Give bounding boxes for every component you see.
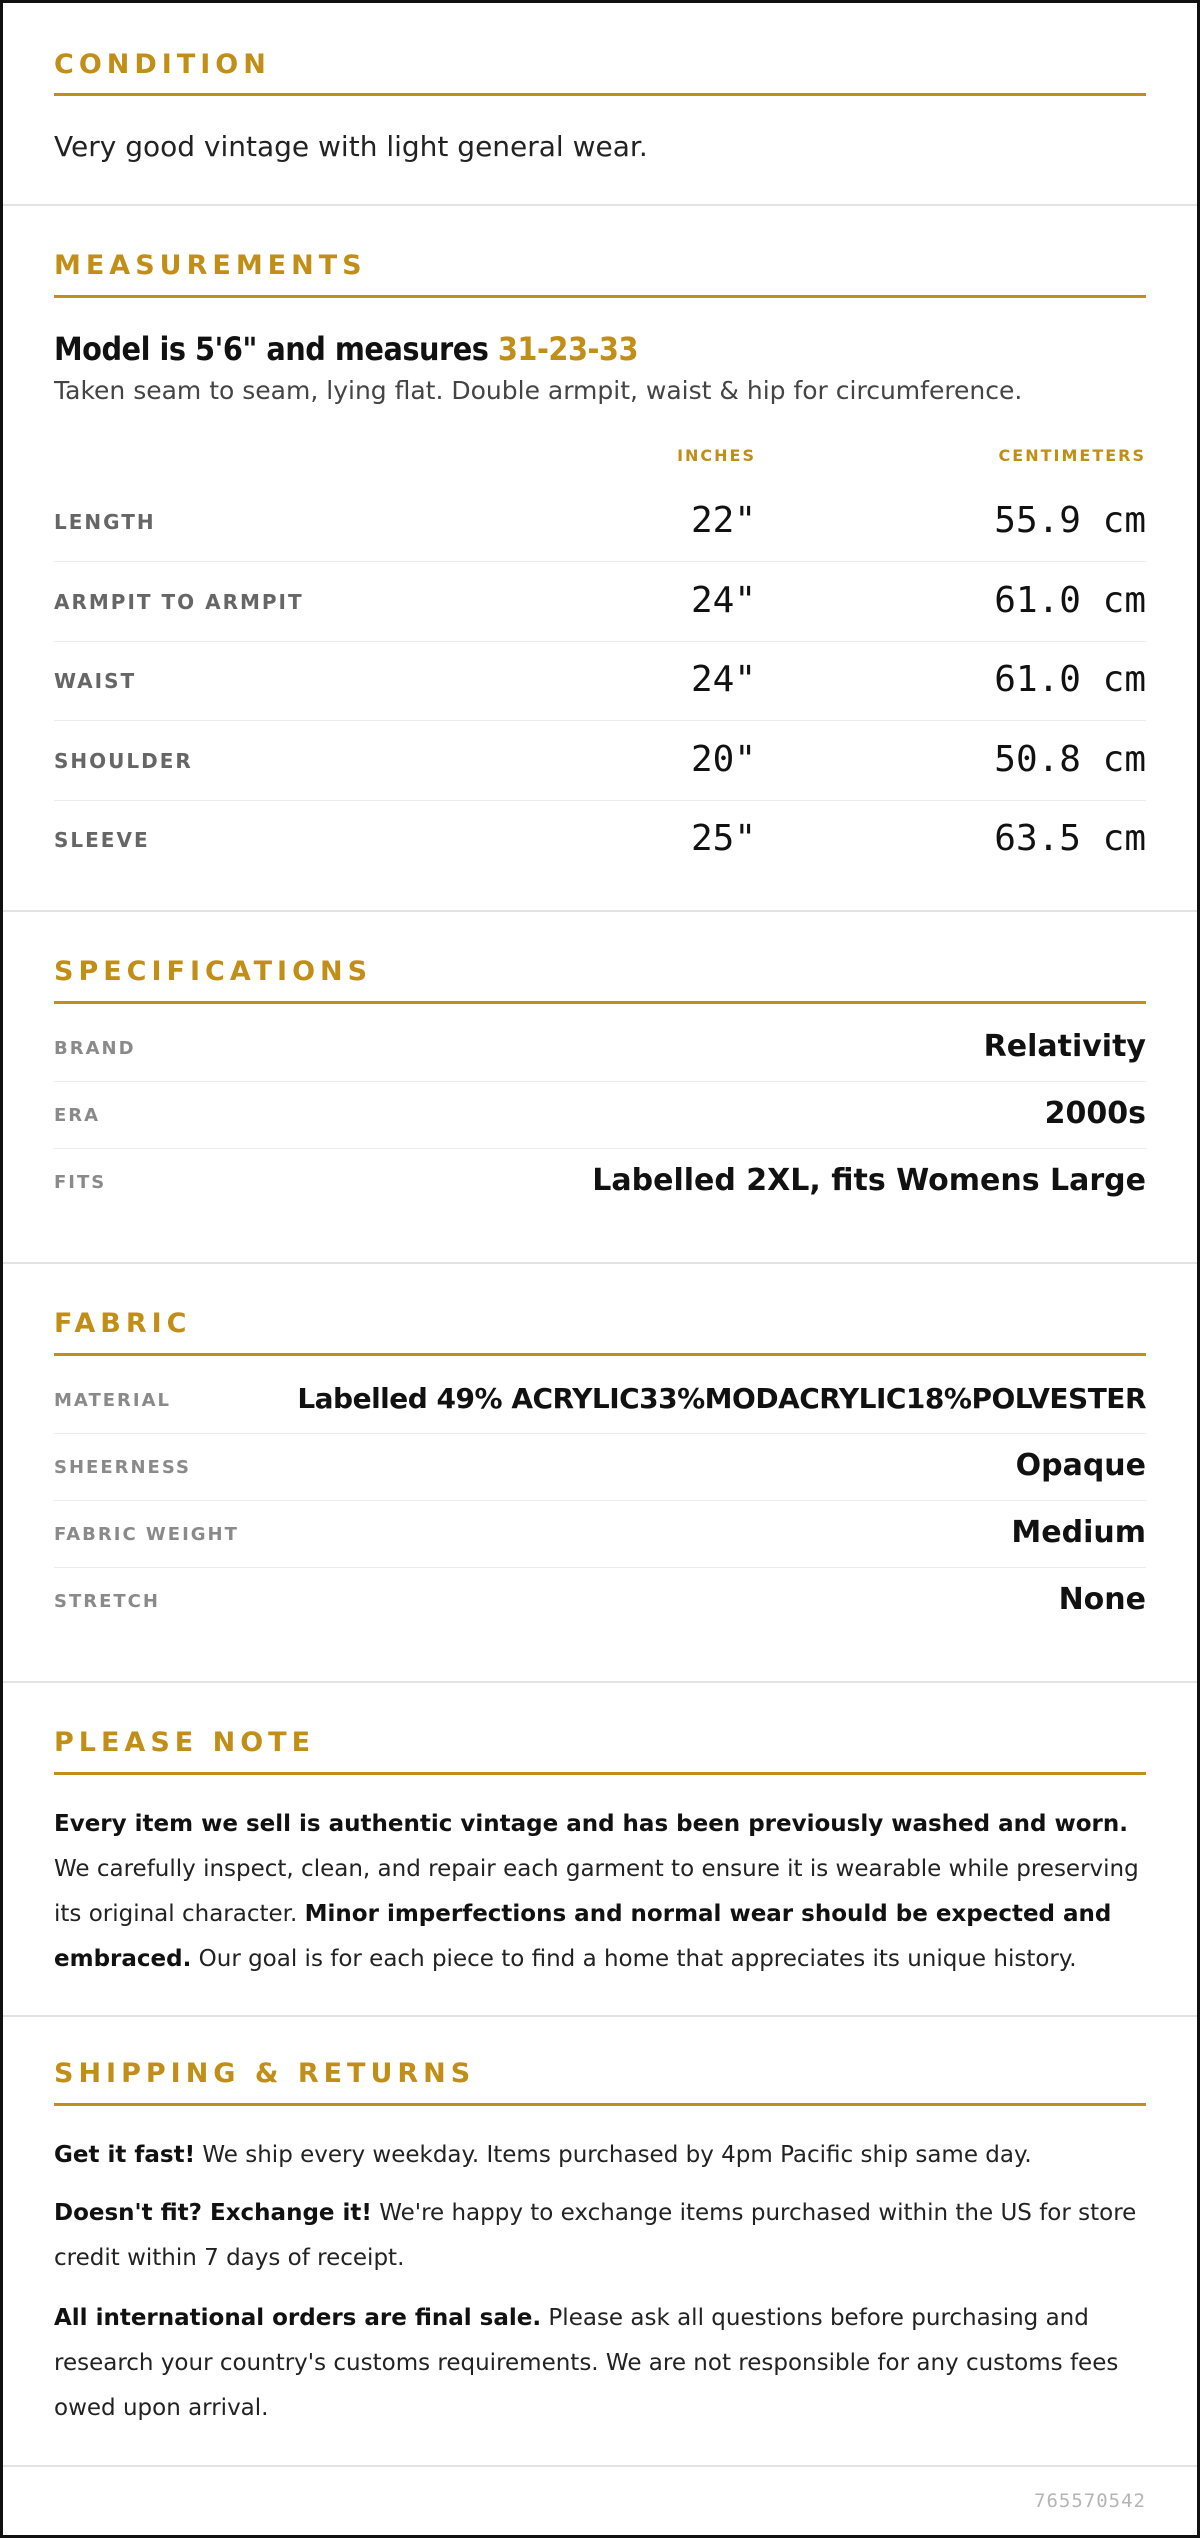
measurement-inches: 22" — [690, 500, 756, 541]
shipping-fast-paragraph — [54, 2133, 1146, 2178]
shipping-emphasis: Doesn't fit? Exchange it! — [54, 2200, 372, 2226]
measurements-divider — [54, 295, 1146, 298]
spec-label: BRAND — [54, 1038, 136, 1059]
condition-section — [3, 3, 1197, 206]
shipping-heading: SHIPPING & RETURNS — [54, 2058, 476, 2089]
shipping-exchange-paragraph — [54, 2191, 1146, 2281]
note-text: We carefully inspect, clean, and repair each garment to ensure it is wearable while preserving its original character. — [54, 1856, 1139, 1927]
measurement-row — [54, 562, 1146, 642]
please-note-section — [3, 1683, 1197, 2017]
shipping-text: We're happy to exchange items purchased within the US for store credit within 7 days of receipt. — [54, 2200, 1137, 2271]
measurement-cm: 50.8 cm — [994, 739, 1146, 780]
please-note-divider — [54, 1772, 1146, 1775]
measurement-row — [54, 482, 1146, 562]
spec-label: ERA — [54, 1105, 101, 1126]
fabric-label: SHEERNESS — [54, 1457, 191, 1478]
measurement-label: LENGTH — [54, 510, 156, 534]
spec-value: Labelled 2XL, fits Womens Large — [592, 1163, 1146, 1198]
measurement-inches: 20" — [690, 739, 756, 780]
fabric-value: Medium — [1011, 1515, 1146, 1550]
measurement-cm: 61.0 cm — [994, 659, 1146, 700]
shipping-international-paragraph — [54, 2296, 1146, 2431]
measurements-section — [3, 206, 1197, 912]
measurement-label: WAIST — [54, 669, 137, 693]
measurement-inches: 25" — [690, 818, 756, 859]
measurement-cm: 61.0 cm — [994, 580, 1146, 621]
note-text: Our goal is for each piece to find a home that appreciates its unique history. — [191, 1946, 1077, 1972]
fabric-row — [54, 1434, 1146, 1501]
shipping-emphasis: Get it fast! — [54, 2142, 196, 2168]
measurement-inches: 24" — [690, 580, 756, 621]
condition-divider — [54, 93, 1146, 96]
measurement-cm: 63.5 cm — [994, 818, 1146, 859]
fabric-divider — [54, 1353, 1146, 1356]
fabric-row — [54, 1568, 1146, 1634]
spec-label: FITS — [54, 1172, 107, 1193]
fabric-value: Opaque — [1015, 1448, 1146, 1483]
model-measurements-value: 31-23-33 — [497, 330, 638, 368]
measurement-inches: 24" — [690, 659, 756, 700]
inches-column-header: INCHES — [677, 446, 756, 465]
fabric-value: None — [1058, 1582, 1146, 1617]
shipping-text: Please ask all questions before purchasing and research your country's customs requirements. We are not responsible for any customs fees owed upon arrival. — [54, 2305, 1119, 2421]
fabric-section — [3, 1264, 1197, 1683]
product-sku: 765570542 — [1034, 2490, 1146, 2512]
shipping-emphasis: All international orders are final sale. — [54, 2305, 542, 2331]
measurement-label: ARMPIT TO ARMPIT — [54, 590, 304, 614]
please-note-heading: PLEASE NOTE — [54, 1727, 316, 1758]
fabric-label: FABRIC WEIGHT — [54, 1524, 239, 1545]
specifications-heading: SPECIFICATIONS — [54, 956, 373, 987]
spec-row — [54, 1015, 1146, 1082]
shipping-text: We ship every weekday. Items purchased by 4pm Pacific ship same day. — [195, 2142, 1032, 2168]
centimeters-column-header: CENTIMETERS — [998, 446, 1146, 465]
please-note-text — [54, 1802, 1146, 1982]
shipping-section — [3, 2017, 1197, 2467]
measurement-row — [54, 721, 1146, 801]
fabric-value: Labelled 49% ACRYLIC33%MODACRYLIC18%POLVESTER — [297, 1382, 1146, 1415]
fabric-label: MATERIAL — [54, 1390, 171, 1411]
spec-value: Relativity — [983, 1029, 1146, 1064]
condition-text: Very good vintage with light general wear. — [54, 130, 648, 163]
note-emphasis: Every item we sell is authentic vintage and has been previously washed and worn. — [54, 1811, 1128, 1837]
measurements-heading: MEASUREMENTS — [54, 250, 367, 281]
measurement-row — [54, 800, 1146, 879]
fabric-row — [54, 1367, 1146, 1434]
measurement-row — [54, 641, 1146, 721]
measurement-label: SLEEVE — [54, 828, 150, 852]
fabric-label: STRETCH — [54, 1591, 160, 1612]
condition-heading: CONDITION — [54, 49, 271, 80]
spec-value: 2000s — [1044, 1096, 1146, 1131]
specifications-divider — [54, 1001, 1146, 1004]
model-measurements-prefix: Model is 5'6" and measures — [54, 330, 498, 368]
shipping-divider — [54, 2103, 1146, 2106]
fabric-row — [54, 1501, 1146, 1568]
measurement-cm: 55.9 cm — [994, 500, 1146, 541]
spec-row — [54, 1082, 1146, 1149]
model-measurements — [54, 329, 638, 369]
specifications-section — [3, 912, 1197, 1264]
note-emphasis: Minor imperfections and normal wear should be expected and embraced. — [54, 1901, 1112, 1972]
spec-row — [54, 1149, 1146, 1215]
fabric-heading: FABRIC — [54, 1308, 192, 1339]
measurements-subtitle: Taken seam to seam, lying flat. Double armpit, waist & hip for circumference. — [54, 376, 1023, 405]
measurement-label: SHOULDER — [54, 749, 193, 773]
